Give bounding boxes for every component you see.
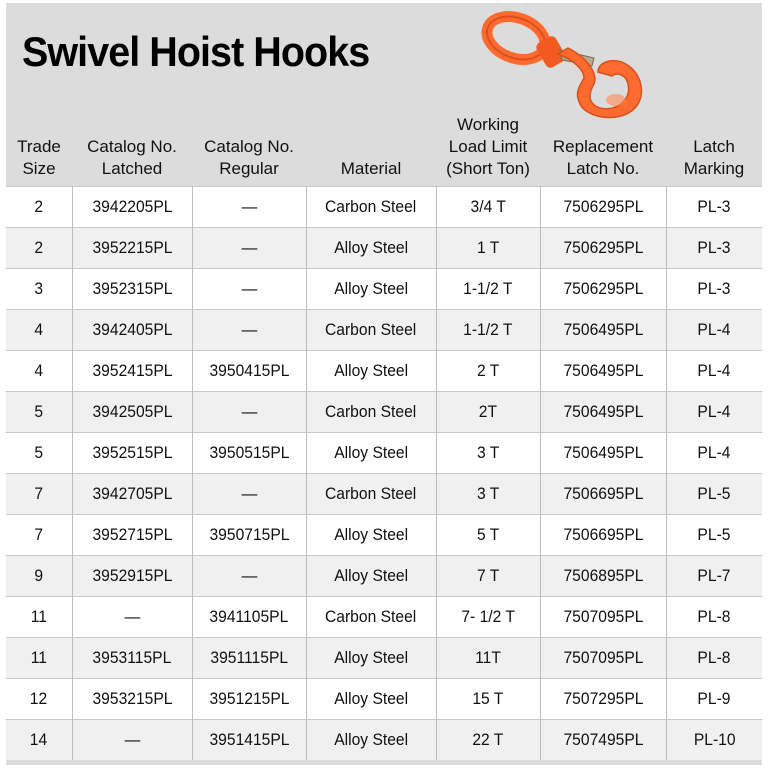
table-cell xyxy=(72,392,192,433)
table-cell xyxy=(540,679,666,720)
table-cell xyxy=(666,679,762,720)
table-cell xyxy=(72,679,192,720)
cell-value: — xyxy=(241,402,257,421)
table-cell xyxy=(192,515,306,556)
cell-value: 1-1/2 T xyxy=(463,279,513,298)
table-row xyxy=(6,597,762,638)
cell-value: 4 xyxy=(34,361,44,380)
page-title: Swivel Hoist Hooks xyxy=(22,28,370,75)
cell-value: 7 xyxy=(34,484,44,503)
hook-spec-table xyxy=(6,110,762,760)
cell-value: 7- 1/2 T xyxy=(461,607,515,626)
cell-value: 1-1/2 T xyxy=(463,320,513,339)
table-cell xyxy=(666,392,762,433)
table-row xyxy=(6,515,762,556)
column-header-line: Load Limit xyxy=(448,137,528,156)
table-cell xyxy=(192,720,306,761)
table-cell xyxy=(666,433,762,474)
cell-value: 7506695PL xyxy=(562,525,644,544)
cell-value: 5 xyxy=(34,443,44,462)
cell-value: — xyxy=(241,566,257,585)
table-cell xyxy=(666,228,762,269)
cell-value: 3942705PL xyxy=(91,484,173,503)
table-cell xyxy=(436,638,540,679)
column-header-line: (Short Ton) xyxy=(446,159,530,178)
table-cell xyxy=(192,310,306,351)
column-header-line: Latch No. xyxy=(566,159,640,178)
cell-value: Alloy Steel xyxy=(334,279,408,298)
cell-value: 7506495PL xyxy=(562,320,644,339)
cell-value: 3951115PL xyxy=(210,648,288,667)
header-row xyxy=(6,110,762,187)
table-cell xyxy=(6,433,72,474)
column-header-line: Catalog No. xyxy=(204,137,294,156)
column-header-line: Size xyxy=(22,159,56,178)
cell-value: 3951215PL xyxy=(208,689,290,708)
table-cell xyxy=(306,720,436,761)
table-cell xyxy=(6,556,72,597)
cell-value: 7 xyxy=(34,525,44,544)
table-cell xyxy=(192,392,306,433)
table-cell xyxy=(666,269,762,310)
table-cell xyxy=(306,269,436,310)
column-header-line: Replacement xyxy=(552,137,654,156)
cell-value: PL-3 xyxy=(697,238,731,257)
table-cell xyxy=(306,515,436,556)
cell-value: 3950415PL xyxy=(208,361,290,380)
table-cell xyxy=(192,474,306,515)
table-cell xyxy=(436,720,540,761)
table-cell xyxy=(666,310,762,351)
table-cell xyxy=(192,556,306,597)
table-cell xyxy=(436,515,540,556)
table-cell xyxy=(436,556,540,597)
cell-value: 3952515PL xyxy=(91,443,173,462)
table-cell xyxy=(540,597,666,638)
table-cell xyxy=(72,187,192,228)
column-header xyxy=(6,110,72,187)
cell-value: 3953115PL xyxy=(92,648,172,667)
cell-value: 3 T xyxy=(476,443,500,462)
table-cell xyxy=(72,433,192,474)
table-cell xyxy=(666,351,762,392)
table-cell xyxy=(540,228,666,269)
table-cell xyxy=(192,638,306,679)
table-cell xyxy=(306,392,436,433)
cell-value: Alloy Steel xyxy=(334,525,408,544)
cell-value: 7506695PL xyxy=(562,484,644,503)
table-cell xyxy=(436,392,540,433)
table-row xyxy=(6,474,762,515)
cell-value: 7507495PL xyxy=(562,730,644,749)
cell-value: 3942205PL xyxy=(91,197,173,216)
cell-value: — xyxy=(241,320,257,339)
table-cell xyxy=(72,515,192,556)
cell-value: PL-5 xyxy=(697,484,731,503)
table-cell xyxy=(540,310,666,351)
column-header xyxy=(72,110,192,187)
cell-value: Alloy Steel xyxy=(334,361,408,380)
table-cell xyxy=(540,556,666,597)
table-cell xyxy=(72,597,192,638)
cell-value: 1 T xyxy=(476,238,500,257)
cell-value: 5 T xyxy=(476,525,500,544)
cell-value: 11 xyxy=(30,648,47,667)
cell-value: 7506295PL xyxy=(562,238,644,257)
column-header-line: Catalog No. xyxy=(87,137,177,156)
cell-value: 7506495PL xyxy=(562,402,644,421)
cell-value: PL-4 xyxy=(697,402,731,421)
column-header xyxy=(192,110,306,187)
cell-value: 7507095PL xyxy=(562,607,644,626)
cell-value: — xyxy=(241,238,257,257)
cell-value: Alloy Steel xyxy=(334,238,408,257)
cell-value: Alloy Steel xyxy=(334,566,408,585)
cell-value: 3 T xyxy=(476,484,500,503)
cell-value: PL-8 xyxy=(697,648,731,667)
table-cell xyxy=(540,269,666,310)
cell-value: Alloy Steel xyxy=(334,648,408,667)
cell-value: 14 xyxy=(30,730,48,749)
cell-value: 3952915PL xyxy=(91,566,173,585)
cell-value: PL-10 xyxy=(693,730,736,749)
cell-value: 9 xyxy=(34,566,44,585)
table-cell xyxy=(436,269,540,310)
table-cell xyxy=(192,187,306,228)
cell-value: 3/4 T xyxy=(470,197,506,216)
table-cell xyxy=(6,638,72,679)
cell-value: 12 xyxy=(30,689,48,708)
table-cell xyxy=(192,228,306,269)
cell-value: PL-4 xyxy=(697,320,731,339)
table-cell xyxy=(540,433,666,474)
table-row xyxy=(6,679,762,720)
table-cell xyxy=(540,720,666,761)
cell-value: 3942405PL xyxy=(91,320,173,339)
table-row xyxy=(6,310,762,351)
table-cell xyxy=(540,392,666,433)
cell-value: 3950715PL xyxy=(208,525,290,544)
cell-value: 3952415PL xyxy=(91,361,173,380)
cell-value: 3953215PL xyxy=(91,689,173,708)
table-cell xyxy=(666,515,762,556)
table-cell xyxy=(6,474,72,515)
cell-value: 11 xyxy=(30,607,47,626)
cell-value: 7507095PL xyxy=(562,648,644,667)
column-header-line: Working xyxy=(456,115,520,134)
table-cell xyxy=(306,638,436,679)
cell-value: 7507295PL xyxy=(562,689,644,708)
table-cell xyxy=(72,474,192,515)
cell-value: Carbon Steel xyxy=(325,484,417,503)
cell-value: 3942505PL xyxy=(91,402,173,421)
table-cell xyxy=(306,597,436,638)
table-cell xyxy=(6,515,72,556)
cell-value: 2 T xyxy=(476,361,500,380)
table-cell xyxy=(72,556,192,597)
table-row xyxy=(6,556,762,597)
cell-value: PL-7 xyxy=(697,566,731,585)
table-cell xyxy=(540,638,666,679)
column-header-line: Regular xyxy=(219,159,279,178)
table-cell xyxy=(6,310,72,351)
cell-value: — xyxy=(124,730,140,749)
column-header-line: Marking xyxy=(683,159,745,178)
table-cell xyxy=(192,269,306,310)
cell-value: 22 T xyxy=(472,730,504,749)
cell-value: 7506295PL xyxy=(562,197,644,216)
table-cell xyxy=(540,515,666,556)
table-row xyxy=(6,228,762,269)
cell-value: 7506495PL xyxy=(562,443,644,462)
table-cell xyxy=(6,351,72,392)
cell-value: 3941105PL xyxy=(209,607,289,626)
cell-value: PL-3 xyxy=(697,197,731,216)
cell-value: 3952215PL xyxy=(91,238,173,257)
table-cell xyxy=(306,310,436,351)
table-cell xyxy=(6,269,72,310)
table-cell xyxy=(306,351,436,392)
column-header xyxy=(540,110,666,187)
cell-value: 3952315PL xyxy=(91,279,173,298)
cell-value: 3952715PL xyxy=(91,525,173,544)
column-header-line: Latched xyxy=(101,159,163,178)
table-cell xyxy=(6,720,72,761)
column-header xyxy=(436,110,540,187)
cell-value: 3950515PL xyxy=(208,443,290,462)
cell-value: Alloy Steel xyxy=(334,689,408,708)
table-cell xyxy=(6,228,72,269)
cell-value: 7 T xyxy=(476,566,500,585)
column-header-line: Latch xyxy=(693,137,735,156)
table-row xyxy=(6,187,762,228)
table-cell xyxy=(666,638,762,679)
cell-value: — xyxy=(124,607,140,626)
table-cell xyxy=(436,351,540,392)
table-cell xyxy=(72,310,192,351)
table-cell xyxy=(306,433,436,474)
cell-value: 7506895PL xyxy=(562,566,644,585)
cell-value: PL-4 xyxy=(697,361,731,380)
cell-value: PL-5 xyxy=(697,525,731,544)
table-cell xyxy=(6,679,72,720)
table-cell xyxy=(72,351,192,392)
cell-value: 3951415PL xyxy=(208,730,290,749)
cell-value: Alloy Steel xyxy=(334,443,408,462)
table-cell xyxy=(666,474,762,515)
table-cell xyxy=(306,474,436,515)
table-cell xyxy=(192,433,306,474)
table-cell xyxy=(6,187,72,228)
table-row xyxy=(6,269,762,310)
table-cell xyxy=(306,228,436,269)
cell-value: PL-3 xyxy=(697,279,731,298)
cell-value: — xyxy=(241,279,257,298)
table-cell xyxy=(6,597,72,638)
column-header xyxy=(306,110,436,187)
cell-value: — xyxy=(241,484,257,503)
cell-value: 3 xyxy=(34,279,44,298)
cell-value: Carbon Steel xyxy=(325,320,417,339)
cell-value: Alloy Steel xyxy=(334,730,408,749)
cell-value: 4 xyxy=(34,320,44,339)
cell-value: 2 xyxy=(34,238,44,257)
table-cell xyxy=(436,474,540,515)
table-cell xyxy=(6,392,72,433)
table-cell xyxy=(540,351,666,392)
table-cell xyxy=(666,556,762,597)
table-cell xyxy=(666,597,762,638)
column-header-line: Trade xyxy=(17,137,61,156)
table-cell xyxy=(540,474,666,515)
column-header xyxy=(666,110,762,187)
cell-value: — xyxy=(241,197,257,216)
table-cell xyxy=(306,187,436,228)
cell-value: PL-4 xyxy=(697,443,731,462)
cell-value: 5 xyxy=(34,402,44,421)
table-cell xyxy=(192,351,306,392)
cell-value: 7506295PL xyxy=(562,279,644,298)
table-row xyxy=(6,392,762,433)
cell-value: PL-9 xyxy=(697,689,731,708)
table-cell xyxy=(72,269,192,310)
cell-value: PL-8 xyxy=(697,607,731,626)
cell-value: 2 xyxy=(34,197,44,216)
table-row xyxy=(6,720,762,761)
table-cell xyxy=(666,187,762,228)
table-cell xyxy=(666,720,762,761)
cell-value: 2T xyxy=(478,402,498,421)
table-cell xyxy=(306,556,436,597)
table-cell xyxy=(192,597,306,638)
table-cell xyxy=(306,679,436,720)
table-row xyxy=(6,351,762,392)
table-cell xyxy=(72,228,192,269)
table-cell xyxy=(72,720,192,761)
cell-value: Carbon Steel xyxy=(325,607,417,626)
table-cell xyxy=(72,638,192,679)
table-row xyxy=(6,638,762,679)
table-cell xyxy=(436,187,540,228)
table-cell xyxy=(192,679,306,720)
table-row xyxy=(6,433,762,474)
table-cell xyxy=(540,187,666,228)
cell-value: Carbon Steel xyxy=(325,197,417,216)
cell-value: 11T xyxy=(475,648,501,667)
cell-value: 15 T xyxy=(472,689,504,708)
table-cell xyxy=(436,679,540,720)
table-cell xyxy=(436,310,540,351)
column-header-line: Material xyxy=(340,159,402,178)
cell-value: Carbon Steel xyxy=(325,402,417,421)
table-cell xyxy=(436,228,540,269)
table-cell xyxy=(436,597,540,638)
table-cell xyxy=(436,433,540,474)
cell-value: 7506495PL xyxy=(562,361,644,380)
